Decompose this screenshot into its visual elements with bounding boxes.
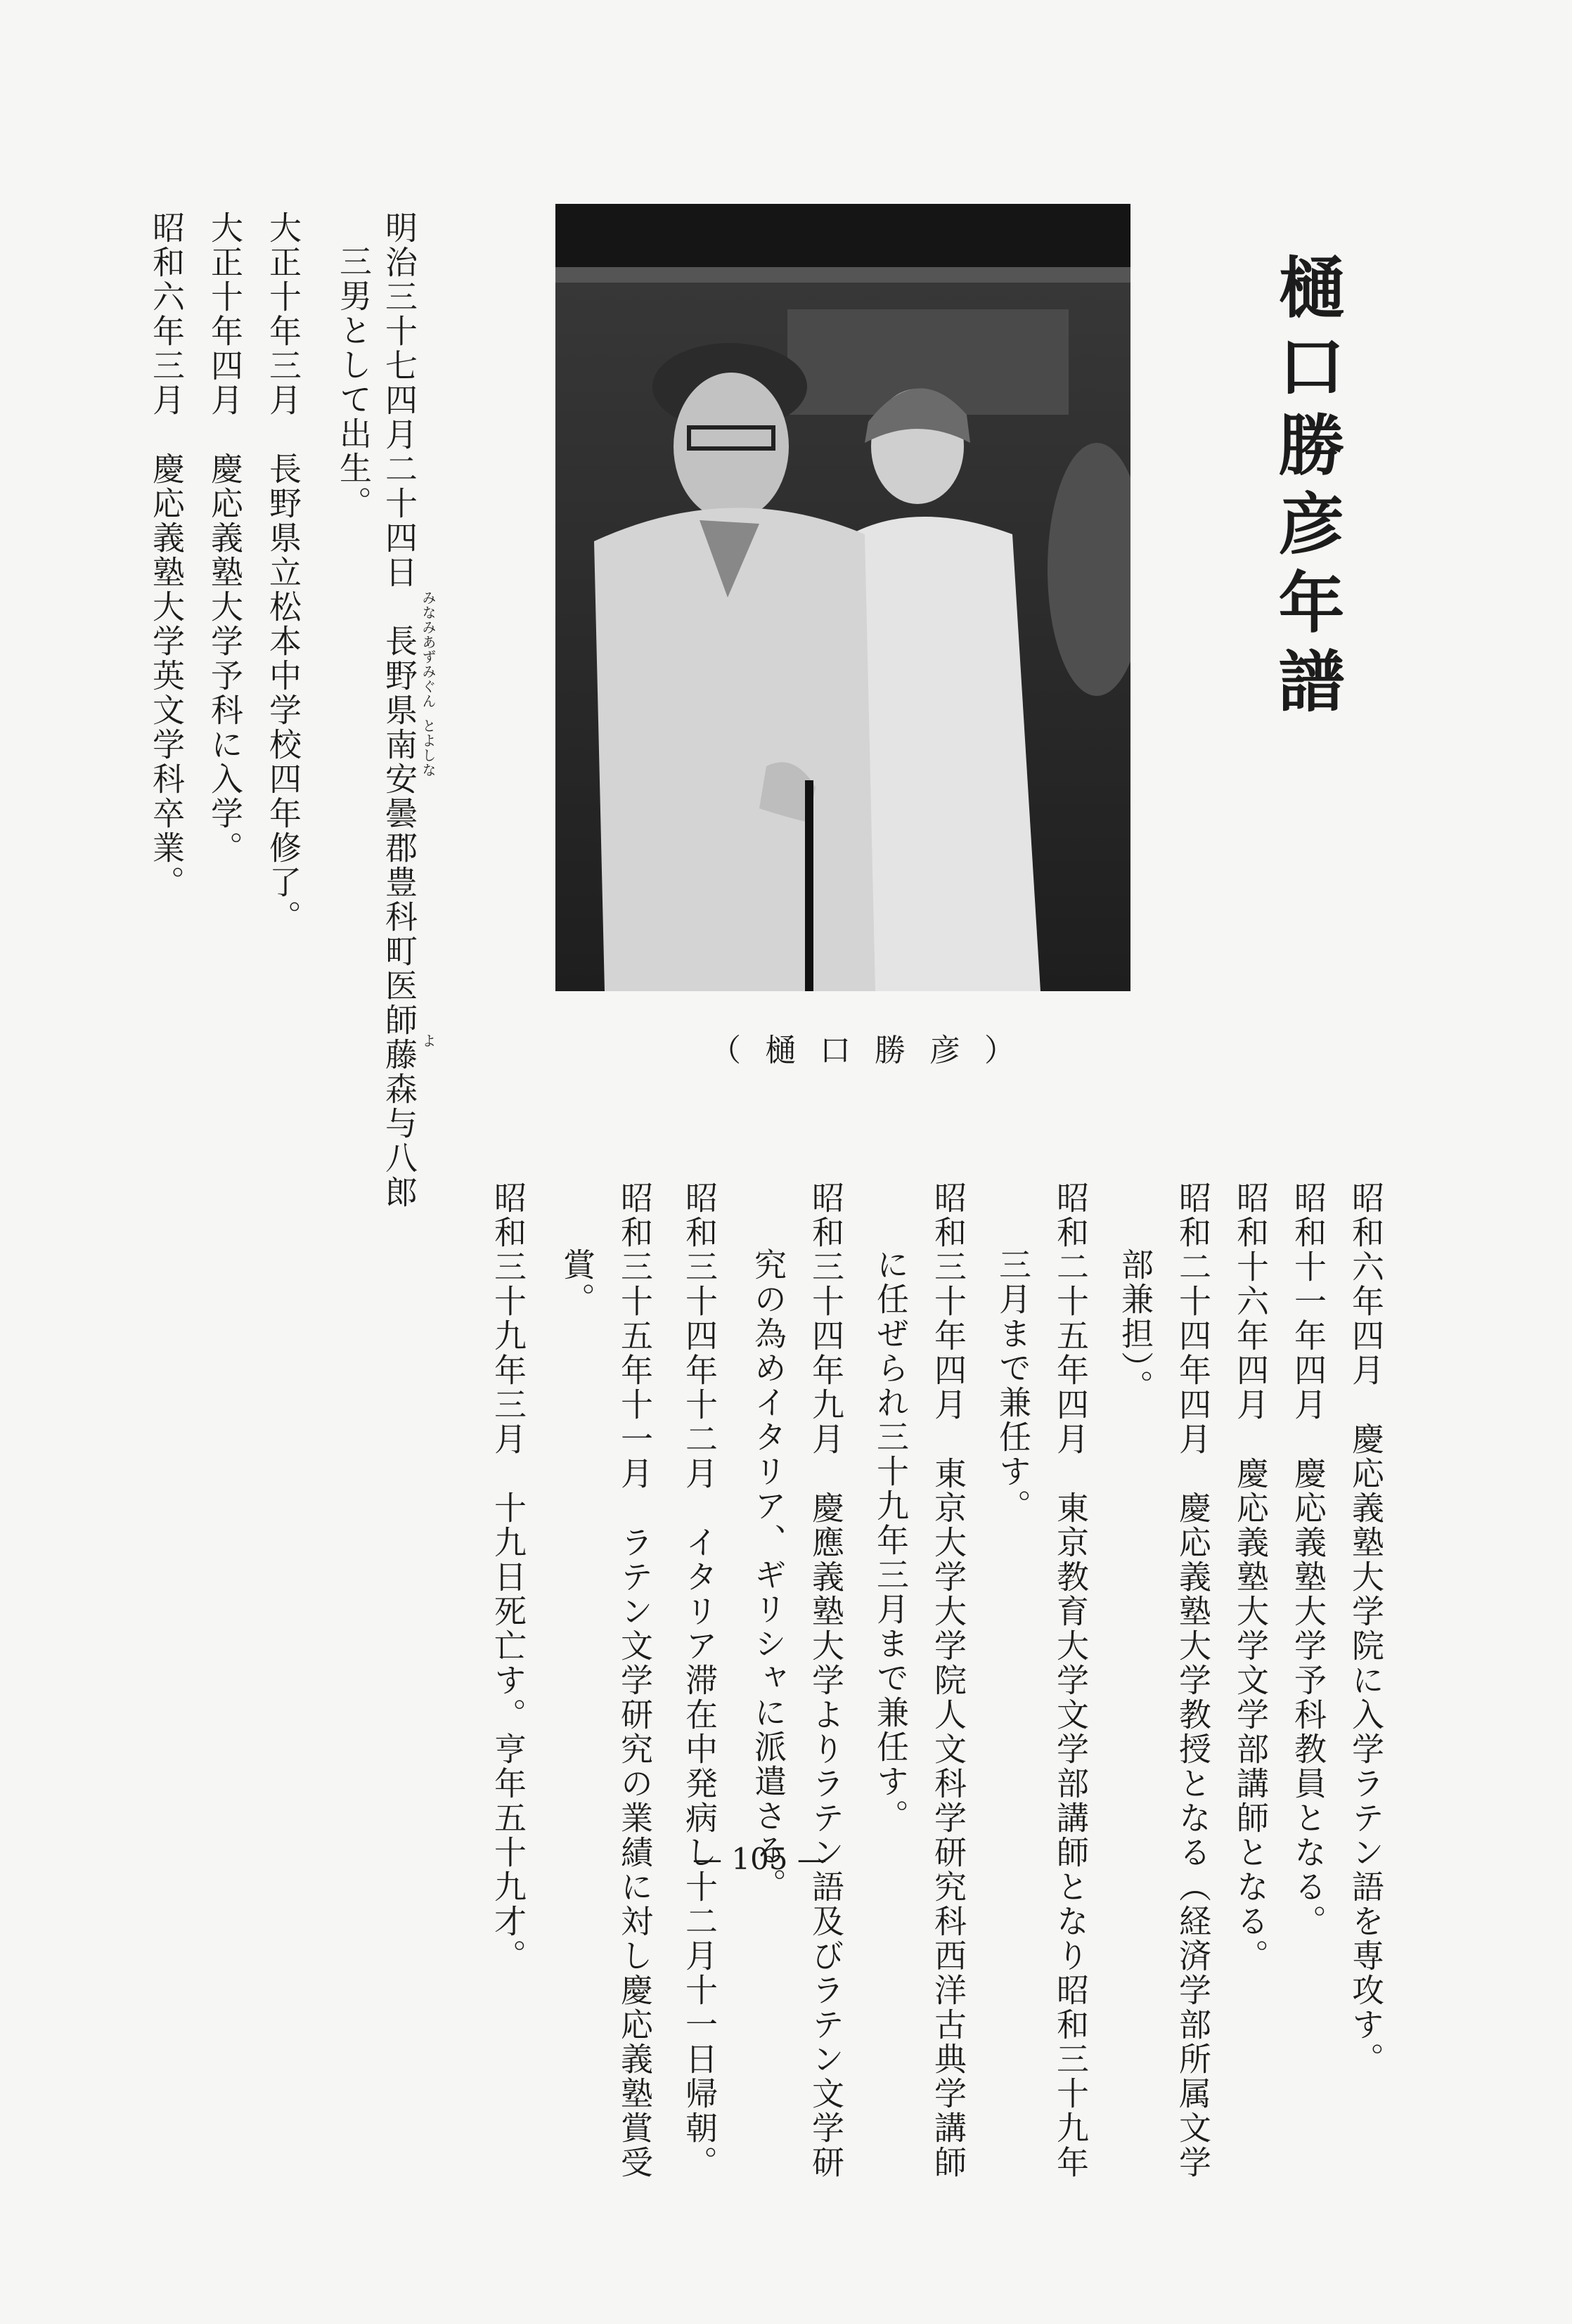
entry-line: 昭和六年三月 慶応義塾大学英文学科卒業。 [148, 211, 186, 900]
entry-line: に任ぜられ三十九年三月まで兼任す。 [872, 1248, 910, 1833]
entry-line: 賞。 [558, 1248, 596, 1317]
entry-line: 究の為めイタリア、ギリシャに派遣さる。 [749, 1248, 787, 1902]
portrait-photo-image [555, 204, 1130, 991]
page-title: 樋口勝彦年譜 [1267, 253, 1344, 725]
entry-line: 昭和三十五年十一月 ラテン文学研究の業績に対し慶応義塾賞受 [616, 1181, 654, 2180]
entry-line: 昭和三十四年九月 慶應義塾大学よりラテン語及びラテン文学研 [807, 1181, 845, 2180]
entry-line: 大正十年三月 長野県立松本中学校四年修了。 [264, 211, 302, 934]
entry-line: 三男として出生。 [335, 245, 373, 520]
ruby-annotation: みなみあずみぐん [420, 590, 437, 709]
ruby-annotation: とよしな [420, 718, 437, 777]
entry-line: 昭和二十五年四月 東京教育大学文学部講師となり昭和三十九年 [1052, 1181, 1090, 2180]
entry-line: 昭和十六年四月 慶応義塾大学文学部講師となる。 [1232, 1181, 1270, 1973]
entry-line: 昭和三十年四月 東京大学大学院人文科学研究科西洋古典学講師 [929, 1181, 967, 2180]
ruby-annotation: よ [420, 1033, 437, 1048]
portrait-photo [555, 204, 1130, 991]
entry-line: 明治三十七四月二十四日 長野県南安曇郡豊科町医師藤森与八郎 [380, 211, 418, 1210]
entry-line: 昭和三十四年十二月 イタリア滞在中発病し十二月十一日帰朝。 [681, 1181, 719, 2180]
page-number: — 105 — [692, 1842, 827, 1876]
photo-caption: （樋口勝彦） [710, 1033, 1039, 1069]
entry-line: 昭和六年四月 慶応義塾大学院に入学ラテン語を専攻す。 [1347, 1181, 1385, 2077]
entry-line: 部兼担）。 [1116, 1248, 1154, 1404]
entry-line: 三月まで兼任す。 [994, 1248, 1032, 1523]
entry-line: 昭和二十四年四月 慶応義塾大学教授となる（経済学部所属文学 [1174, 1181, 1212, 2180]
entry-line: 昭和三十九年三月 十九日死亡す。亨年五十九才。 [489, 1181, 527, 1973]
entry-line: 昭和十一年四月 慶応義塾大学予科教員となる。 [1289, 1181, 1327, 1939]
entry-line: 大正十年四月 慶応義塾大学予科に入学。 [206, 211, 244, 865]
